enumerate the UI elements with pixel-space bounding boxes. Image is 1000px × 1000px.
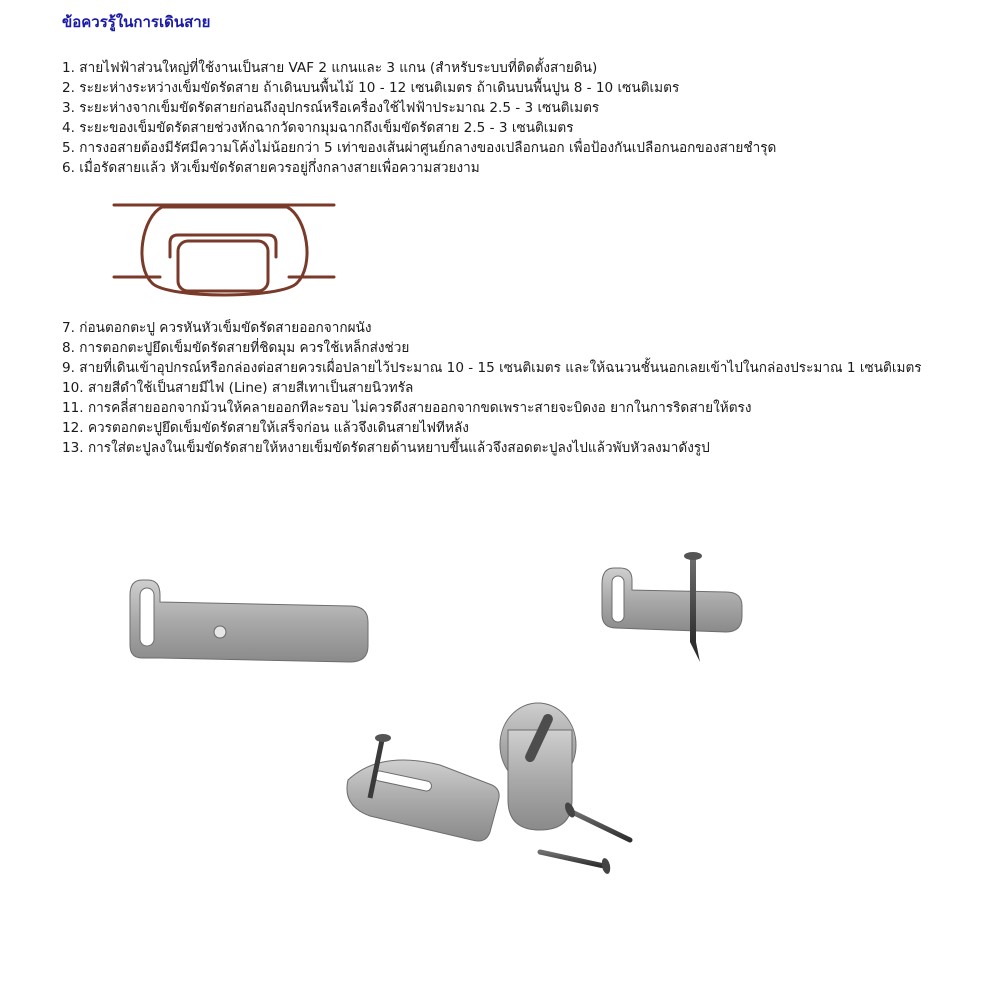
cable-clip-with-nail: [598, 552, 760, 662]
list-item: 11. การคลี่สายออกจากม้วนให้คลายออกทีละรอบ ไม่ควรดึงสายออกจากขดเพราะสายจะบิดงอ ยากในการริดสายให้ตรง: [62, 400, 752, 416]
list-item: 9. สายที่เดินเข้าอุปกรณ์หรือกล่องต่อสายควรเผื่อปลายไว้ประมาณ 10 - 15 เซนติเมตร และให้ฉนวนชั้นนอกเลยเข้าไปในกล่องประมาณ 1 เซนติเมตร: [62, 360, 922, 376]
bent-cable-clip: [347, 734, 499, 841]
list-item: 13. การใส่ตะปูลงในเข็มขัดรัดสายให้หงายเข็มขัดรัดสายด้านหยาบขึ้นแล้วจึงสอดตะปูลงไปแล้วพับหัวลงมาดังรูป: [62, 440, 710, 456]
rolled-cable-clip: [500, 703, 576, 830]
list-item: 7. ก่อนตอกตะปู ควรหันหัวเข็มขัดรัดสายออกจากผนัง: [62, 320, 372, 336]
tips-list-part2: [62, 318, 982, 458]
list-item: 4. ระยะของเข็มขัดรัดสายช่วงหักฉากวัดจากมุมฉากถึงเข็มขัดรัดสาย 2.5 - 3 เซนติเมตร: [62, 120, 574, 136]
list-item: 3. ระยะห่างจากเข็มขัดรัดสายก่อนถึงอุปกรณ์หรือเครื่องใช้ไฟฟ้าประมาณ 2.5 - 3 เซนติเมตร: [62, 100, 600, 116]
page-title: ข้อควรรู้ในการเดินสาย: [62, 13, 211, 31]
list-item: 10. สายสีดำใช้เป็นสายมีไฟ (Line) สายสีเทาเป็นสายนิวทรัล: [62, 380, 414, 396]
list-item: 5. การงอสายต้องมีรัศมีความโค้งไม่น้อยกว่า 5 เท่าของเส้นผ่าศูนย์กลางของเปลือกนอก เพื่อป้องกันเปลือกนอกของสายชำรุด: [62, 140, 777, 156]
list-item: 1. สายไฟฟ้าส่วนใหญ่ที่ใช้งานเป็นสาย VAF 2 แกนและ 3 แกน (สำหรับระบบที่ติดตั้งสายดิน): [62, 60, 598, 76]
flat-cable-clip: [130, 580, 368, 662]
cable-clip-diagram: [112, 195, 337, 315]
list-item: 6. เมื่อรัดสายแล้ว หัวเข็มขัดรัดสายควรอยู่กึ่งกลางสายเพื่อความสวยงาม: [62, 160, 480, 176]
list-item: 8. การตอกตะปูยึดเข็มขัดรัดสายที่ชิดมุม ควรใช้เหล็กส่งช่วย: [62, 340, 410, 356]
list-item: 12. ควรตอกตะปูยึดเข็มขัดรัดสายให้เสร็จก่อน แล้วจึงเดินสายไฟทีหลัง: [62, 420, 469, 436]
tips-list-part1: [62, 58, 982, 178]
cable-clips-photo: [120, 540, 760, 910]
list-item: 2. ระยะห่างระหว่างเข็มขัดรัดสาย ถ้าเดินบนพื้นไม้ 10 - 12 เซนติเมตร ถ้าเดินบนพื้นปูน 8 - 10 เซนติเมตร: [62, 80, 680, 96]
